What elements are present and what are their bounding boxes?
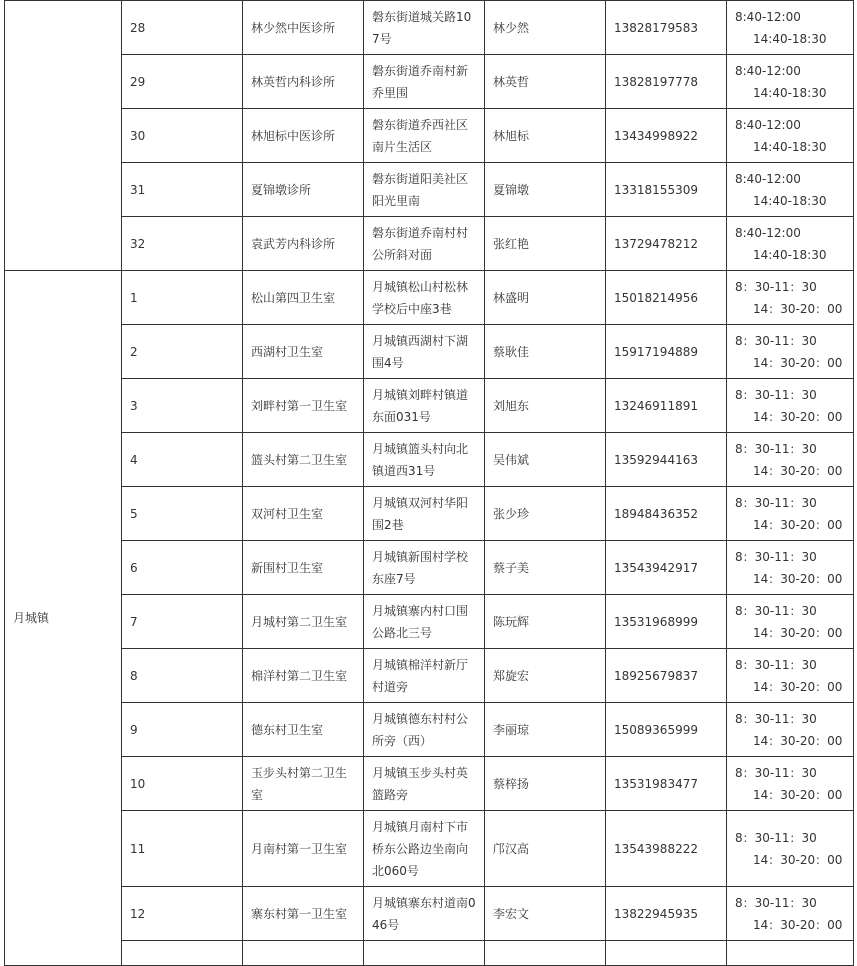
clinic-name-cell: 林旭标中医诊所 — [243, 109, 364, 163]
row-number-cell: 4 — [122, 433, 243, 487]
table-row — [5, 163, 854, 217]
phone-cell: 15917194889 — [606, 325, 727, 379]
address-cell: 月城镇篮头村向北镇道西31号 — [364, 433, 485, 487]
afternoon-hours: 14:40-18:30 — [753, 31, 827, 46]
contact-person-cell: 李丽琼 — [485, 703, 606, 757]
hours-cell — [727, 703, 854, 757]
contact-person-cell: 郑旋宏 — [485, 649, 606, 703]
contact-person-cell: 陈玩辉 — [485, 595, 606, 649]
address-cell: 月城镇寨内村口围公路北三号 — [364, 595, 485, 649]
row-number-cell: 32 — [122, 217, 243, 271]
contact-person-cell: 张少珍 — [485, 487, 606, 541]
phone-cell: 13246911891 — [606, 379, 727, 433]
address-cell: 月城镇刘畔村镇道东面031号 — [364, 379, 485, 433]
row-number-cell: 30 — [122, 109, 243, 163]
morning-hours: 8：30-11：30 — [735, 549, 817, 564]
table-row — [5, 487, 854, 541]
address-cell: 磐东街道城关路107号 — [364, 1, 485, 55]
row-number-cell: 3 — [122, 379, 243, 433]
contact-person-cell: 蔡耿佳 — [485, 325, 606, 379]
contact-person-cell: 林英哲 — [485, 55, 606, 109]
row-number-cell: 10 — [122, 757, 243, 811]
table-row — [5, 325, 854, 379]
contact-person-cell: 邝汉高 — [485, 811, 606, 887]
hours-cell — [727, 271, 854, 325]
phone-cell: 15089365999 — [606, 703, 727, 757]
town-cell: 月城镇 — [5, 271, 122, 966]
hours-cell — [727, 1, 854, 55]
hours-cell — [727, 217, 854, 271]
row-number-cell: 7 — [122, 595, 243, 649]
morning-hours: 8：30-11：30 — [735, 441, 817, 456]
hours-cell — [727, 55, 854, 109]
hours-cell — [727, 325, 854, 379]
clinic-name-cell: 新围村卫生室 — [243, 541, 364, 595]
hours-cell — [727, 649, 854, 703]
afternoon-hours: 14：30-20：00 — [753, 733, 843, 748]
phone-cell: 13543988222 — [606, 811, 727, 887]
address-cell: 磐东街道乔南村新乔里围 — [364, 55, 485, 109]
clinic-name-cell: 月城村第二卫生室 — [243, 595, 364, 649]
row-number-cell: 12 — [122, 887, 243, 941]
phone-cell: 13828179583 — [606, 1, 727, 55]
table-row — [5, 1, 854, 55]
morning-hours: 8：30-11：30 — [735, 495, 817, 510]
phone-cell: 13592944163 — [606, 433, 727, 487]
table-row — [5, 433, 854, 487]
address-cell: 月城镇松山村松林学校后中座3巷 — [364, 271, 485, 325]
clinic-name-cell: 林英哲内科诊所 — [243, 55, 364, 109]
table-row — [5, 271, 854, 325]
morning-hours: 8：30-11：30 — [735, 387, 817, 402]
phone-cell: 13828197778 — [606, 55, 727, 109]
afternoon-hours: 14：30-20：00 — [753, 409, 843, 424]
phone-cell: 18925679837 — [606, 649, 727, 703]
row-number-cell: 11 — [122, 811, 243, 887]
phone-cell: 13318155309 — [606, 163, 727, 217]
table-row — [5, 811, 854, 887]
table-row — [5, 217, 854, 271]
contact-person-cell: 夏锦墩 — [485, 163, 606, 217]
table-row — [5, 379, 854, 433]
contact-person-cell: 林盛明 — [485, 271, 606, 325]
row-number-cell: 1 — [122, 271, 243, 325]
morning-hours: 8:40-12:00 — [735, 117, 801, 132]
empty-cell — [122, 941, 243, 966]
address-cell: 月城镇寨东村道南046号 — [364, 887, 485, 941]
afternoon-hours: 14：30-20：00 — [753, 571, 843, 586]
clinic-name-cell: 玉步头村第二卫生室 — [243, 757, 364, 811]
address-cell: 月城镇西湖村下湖围4号 — [364, 325, 485, 379]
clinic-name-cell: 刘畔村第一卫生室 — [243, 379, 364, 433]
table-row — [5, 703, 854, 757]
hours-cell — [727, 379, 854, 433]
phone-cell: 15018214956 — [606, 271, 727, 325]
morning-hours: 8：30-11：30 — [735, 830, 817, 845]
table-row — [5, 55, 854, 109]
clinic-name-cell: 袁武芳内科诊所 — [243, 217, 364, 271]
address-cell: 月城镇新围村学校东座7号 — [364, 541, 485, 595]
address-cell: 磐东街道阳美社区阳光里南 — [364, 163, 485, 217]
row-number-cell: 6 — [122, 541, 243, 595]
morning-hours: 8：30-11：30 — [735, 711, 817, 726]
hours-cell — [727, 595, 854, 649]
afternoon-hours: 14:40-18:30 — [753, 247, 827, 262]
hours-cell — [727, 887, 854, 941]
town-cell — [5, 1, 122, 271]
hours-cell — [727, 757, 854, 811]
table-row — [5, 595, 854, 649]
clinic-name-cell: 篮头村第二卫生室 — [243, 433, 364, 487]
empty-cell — [606, 941, 727, 966]
phone-cell: 13531983477 — [606, 757, 727, 811]
clinic-name-cell: 西湖村卫生室 — [243, 325, 364, 379]
afternoon-hours: 14：30-20：00 — [753, 852, 843, 867]
clinic-name-cell: 棉洋村第二卫生室 — [243, 649, 364, 703]
clinic-name-cell: 德东村卫生室 — [243, 703, 364, 757]
hours-cell — [727, 811, 854, 887]
hours-cell — [727, 541, 854, 595]
phone-cell: 13434998922 — [606, 109, 727, 163]
morning-hours: 8:40-12:00 — [735, 225, 801, 240]
morning-hours: 8：30-11：30 — [735, 657, 817, 672]
address-cell: 磐东街道乔西社区南片生活区 — [364, 109, 485, 163]
phone-cell: 13822945935 — [606, 887, 727, 941]
morning-hours: 8：30-11：30 — [735, 279, 817, 294]
clinic-name-cell: 双河村卫生室 — [243, 487, 364, 541]
contact-person-cell: 刘旭东 — [485, 379, 606, 433]
address-cell: 月城镇月南村下市桥东公路边坐南向北060号 — [364, 811, 485, 887]
afternoon-hours: 14：30-20：00 — [753, 625, 843, 640]
afternoon-hours: 14:40-18:30 — [753, 85, 827, 100]
hours-cell — [727, 433, 854, 487]
clinic-name-cell: 林少然中医诊所 — [243, 1, 364, 55]
row-number-cell: 9 — [122, 703, 243, 757]
afternoon-hours: 14：30-20：00 — [753, 301, 843, 316]
hours-cell — [727, 163, 854, 217]
clinic-name-cell: 松山第四卫生室 — [243, 271, 364, 325]
morning-hours: 8:40-12:00 — [735, 63, 801, 78]
phone-cell: 13531968999 — [606, 595, 727, 649]
address-cell: 月城镇德东村村公所旁（西） — [364, 703, 485, 757]
afternoon-hours: 14：30-20：00 — [753, 517, 843, 532]
morning-hours: 8:40-12:00 — [735, 171, 801, 186]
phone-cell: 13543942917 — [606, 541, 727, 595]
clinic-name-cell: 寨东村第一卫生室 — [243, 887, 364, 941]
row-number-cell: 5 — [122, 487, 243, 541]
table-row — [5, 887, 854, 941]
table-row — [5, 757, 854, 811]
hours-cell — [727, 487, 854, 541]
morning-hours: 8：30-11：30 — [735, 333, 817, 348]
afternoon-hours: 14:40-18:30 — [753, 193, 827, 208]
hours-cell — [727, 109, 854, 163]
contact-person-cell: 吴伟斌 — [485, 433, 606, 487]
contact-person-cell: 林旭标 — [485, 109, 606, 163]
clinic-table-body — [5, 1, 854, 966]
morning-hours: 8：30-11：30 — [735, 603, 817, 618]
empty-cell — [243, 941, 364, 966]
clinic-table — [4, 0, 854, 966]
morning-hours: 8：30-11：30 — [735, 765, 817, 780]
table-row — [5, 541, 854, 595]
table-row-partial — [5, 941, 854, 966]
row-number-cell: 8 — [122, 649, 243, 703]
clinic-name-cell: 月南村第一卫生室 — [243, 811, 364, 887]
afternoon-hours: 14：30-20：00 — [753, 917, 843, 932]
contact-person-cell: 林少然 — [485, 1, 606, 55]
contact-person-cell: 蔡梓扬 — [485, 757, 606, 811]
address-cell: 月城镇棉洋村新厅村道旁 — [364, 649, 485, 703]
row-number-cell: 31 — [122, 163, 243, 217]
morning-hours: 8:40-12:00 — [735, 9, 801, 24]
empty-cell — [485, 941, 606, 966]
empty-cell — [727, 941, 854, 966]
row-number-cell: 28 — [122, 1, 243, 55]
address-cell: 月城镇玉步头村英篮路旁 — [364, 757, 485, 811]
afternoon-hours: 14:40-18:30 — [753, 139, 827, 154]
table-row — [5, 649, 854, 703]
row-number-cell: 29 — [122, 55, 243, 109]
empty-cell — [364, 941, 485, 966]
phone-cell: 18948436352 — [606, 487, 727, 541]
afternoon-hours: 14：30-20：00 — [753, 355, 843, 370]
address-cell: 磐东街道乔南村村公所斜对面 — [364, 217, 485, 271]
afternoon-hours: 14：30-20：00 — [753, 679, 843, 694]
table-row — [5, 109, 854, 163]
afternoon-hours: 14：30-20：00 — [753, 787, 843, 802]
afternoon-hours: 14：30-20：00 — [753, 463, 843, 478]
row-number-cell: 2 — [122, 325, 243, 379]
contact-person-cell: 李宏文 — [485, 887, 606, 941]
morning-hours: 8：30-11：30 — [735, 895, 817, 910]
address-cell: 月城镇双河村华阳围2巷 — [364, 487, 485, 541]
clinic-name-cell: 夏锦墩诊所 — [243, 163, 364, 217]
contact-person-cell: 张红艳 — [485, 217, 606, 271]
contact-person-cell: 蔡子美 — [485, 541, 606, 595]
phone-cell: 13729478212 — [606, 217, 727, 271]
